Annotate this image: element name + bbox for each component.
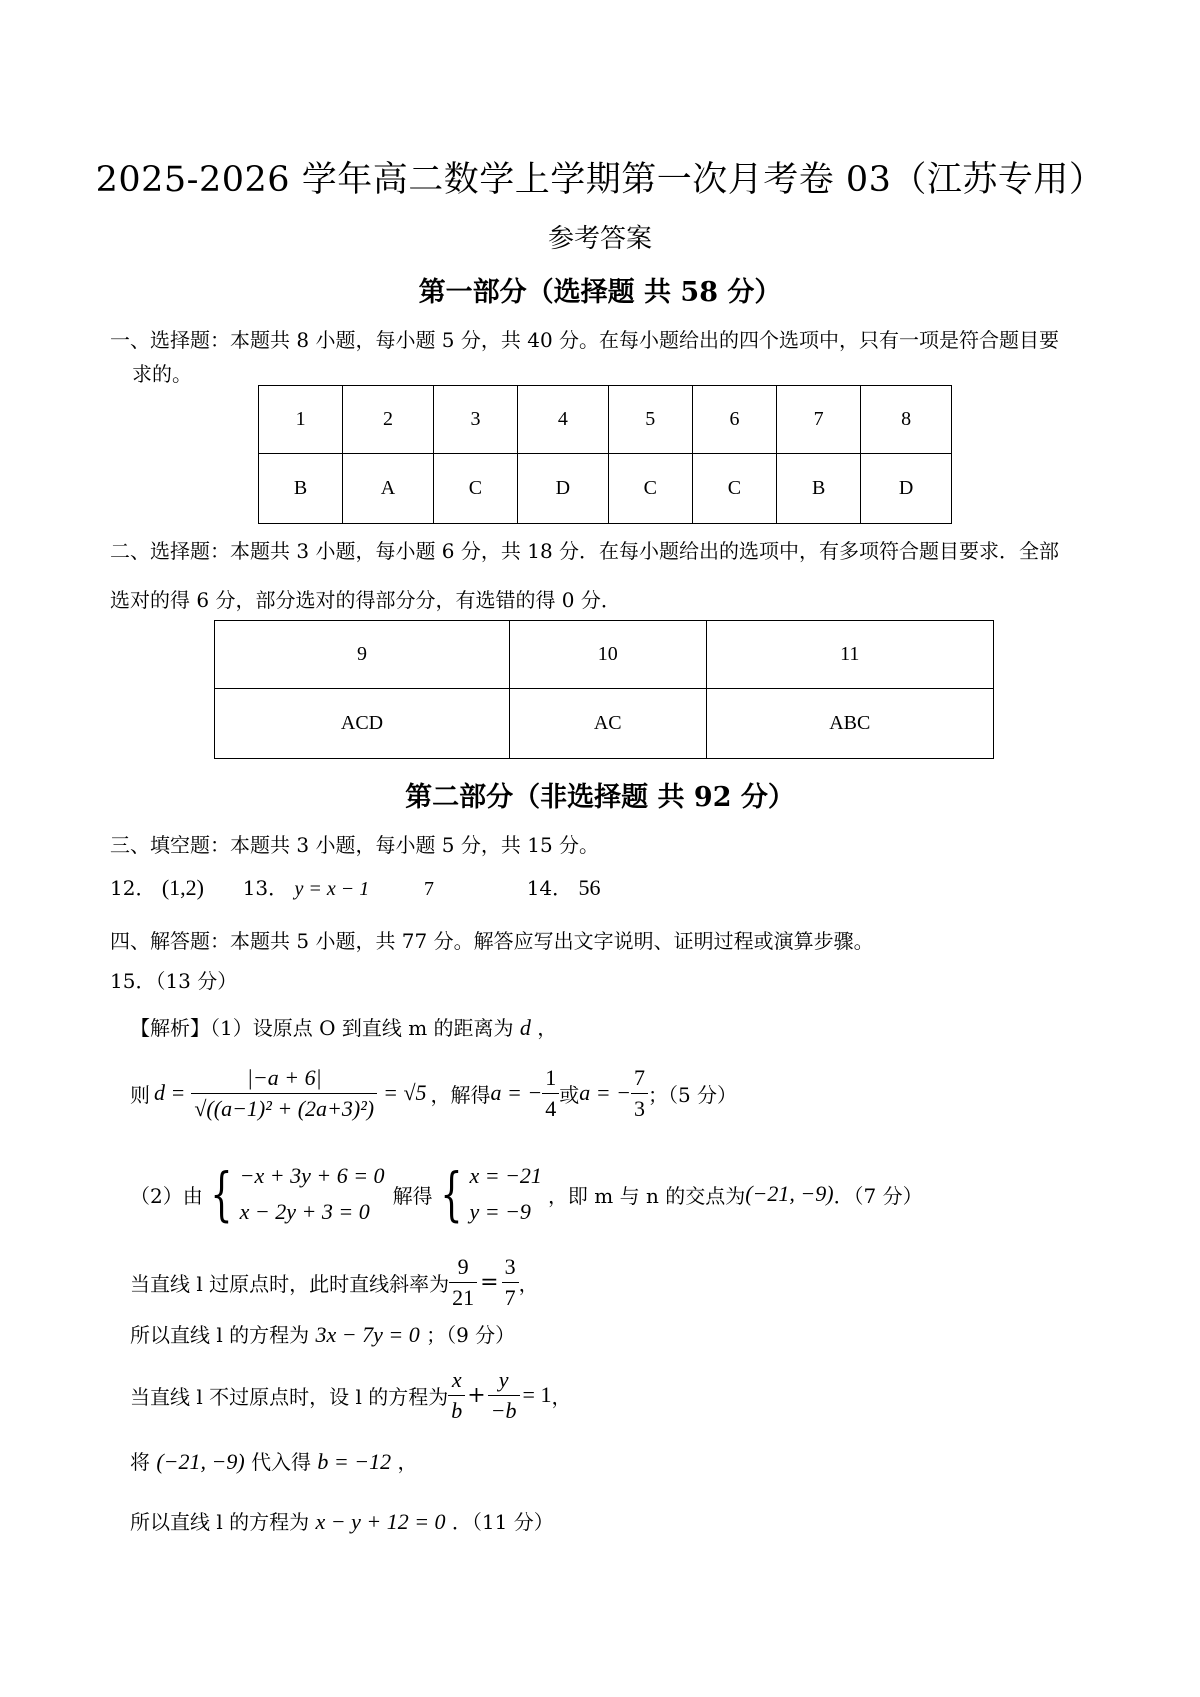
q15-a1: a = − (490, 1080, 543, 1105)
q15-a2: a = − (579, 1080, 631, 1105)
line-equation-not-through-origin: x − y + 12 = 0 (315, 1509, 446, 1534)
brace-icon: { (439, 1160, 463, 1228)
table-cell: 2 (343, 386, 434, 454)
solution-x: x = −21 (469, 1163, 542, 1188)
fraction-denominator: 21 (452, 1284, 475, 1310)
table-cell: 10 (510, 621, 707, 689)
q15-score-7: ．（7 分） (833, 1183, 923, 1208)
q15-line7-suffix: ， (397, 1450, 418, 1474)
q15-or: 或 (559, 1082, 580, 1107)
table-cell: ABC (706, 689, 993, 759)
section1-instructions-line2: 求的。 (132, 362, 192, 386)
q15-line1-text: 【解析】（1）设原点 O 到直线 m 的距离为 (130, 1016, 514, 1040)
plus-sign: + (467, 1382, 486, 1408)
answer-table-single-choice (258, 385, 952, 524)
intercept-fraction-y (488, 1365, 520, 1426)
table-cell: 9 (215, 621, 510, 689)
q15-line5-prefix: 所以直线 l 的方程为 (130, 1323, 310, 1347)
q13-answer-b: 7 (423, 878, 434, 900)
q15-line3-suffix: ，即 m 与 n 的交点为 (547, 1183, 746, 1208)
fraction-denominator: 7 (504, 1284, 516, 1310)
fraction-numerator: 9 (449, 1252, 477, 1283)
answer-table-multi-choice (214, 620, 994, 759)
table-cell: D (861, 454, 952, 524)
q15-line6-suffix: ， (551, 1384, 572, 1409)
table-cell: C (692, 454, 776, 524)
slope-fraction-2 (502, 1252, 519, 1313)
q15-line1-var: d (519, 1015, 531, 1040)
section2-instructions-line2: 选对的得 6 分，部分选对的得部分分，有选错的得 0 分． (110, 588, 621, 612)
q15-line3 (130, 1156, 923, 1232)
table-cell: C (608, 454, 692, 524)
substituted-point: (−21, −9) (156, 1449, 245, 1474)
q14-label: 14． (526, 876, 573, 900)
q15-line1 (130, 1012, 557, 1041)
q15-line2-prefix: 则 (130, 1082, 150, 1107)
table-cell: D (518, 454, 609, 524)
solution-system (469, 1158, 541, 1230)
q15-score-9: ；（9 分） (426, 1323, 516, 1347)
table-cell: 3 (433, 386, 517, 454)
q15-a2-fraction (631, 1063, 648, 1124)
table-cell: B (259, 454, 343, 524)
intercept-fraction-x (448, 1365, 465, 1426)
q15-line5 (130, 1319, 515, 1348)
q13-answer-a: y = x − 1 (294, 878, 370, 900)
q15-distance-value: = √5 (383, 1080, 427, 1105)
fraction-numerator: y (488, 1365, 520, 1396)
table-cell: 6 (692, 386, 776, 454)
section3-instructions: 三、填空题：本题共 3 小题，每小题 5 分，共 15 分。 (110, 833, 600, 857)
q15-line2-mid: ，解得 (430, 1082, 491, 1107)
q15-solve-word: 解得 (392, 1183, 433, 1208)
fraction-numerator: |−a + 6| (191, 1063, 377, 1094)
q15-score-5: ；（5 分） (647, 1082, 738, 1107)
document-subtitle: 参考答案 (547, 224, 652, 254)
table-cell: 7 (777, 386, 861, 454)
q15-line8 (130, 1506, 554, 1535)
part2-heading: 第二部分（非选择题 共 92 分） (405, 782, 795, 813)
fraction-numerator: 7 (631, 1063, 648, 1094)
q12-label: 12． (110, 876, 156, 900)
fill-answers-row (110, 872, 601, 901)
table-cell: 11 (706, 621, 993, 689)
fraction-numerator: 1 (542, 1063, 559, 1094)
q15-label: 15．（13 分） (110, 969, 238, 993)
fraction-denominator: √((a−1)² + (2a+3)²) (194, 1095, 375, 1121)
intersection-point: (−21, −9) (745, 1181, 834, 1206)
q15-line7-prefix: 将 (130, 1450, 150, 1474)
slope-fraction-1 (449, 1252, 477, 1313)
equation-system (240, 1158, 385, 1230)
part1-heading: 第一部分（选择题 共 58 分） (418, 277, 782, 308)
equals-sign: = (480, 1269, 499, 1295)
line-equation-through-origin: 3x − 7y = 0 (315, 1322, 420, 1347)
table-cell: 5 (608, 386, 692, 454)
table-cell: A (343, 454, 434, 524)
equals-one: = 1 (522, 1382, 552, 1407)
table-row-answers (259, 454, 952, 524)
fraction-denominator: b (451, 1397, 463, 1423)
table-row-question-numbers (215, 621, 994, 689)
q15-line7-mid: 代入得 (251, 1450, 312, 1474)
q15-line6-prefix: 当直线 l 不过原点时，设 l 的方程为 (130, 1384, 449, 1409)
table-row-question-numbers (259, 386, 952, 454)
solution-y: y = −9 (469, 1199, 531, 1224)
q14-answer: 56 (578, 875, 601, 900)
q15-a1-fraction (542, 1063, 559, 1124)
fraction-denominator: 4 (545, 1095, 557, 1121)
fraction-denominator: 3 (633, 1095, 645, 1121)
brace-icon: { (210, 1160, 233, 1228)
section4-instructions: 四、解答题：本题共 5 小题，共 77 分。解答应写出文字说明、证明过程或演算步骤。 (110, 929, 874, 953)
q15-line4-prefix: 当直线 l 过原点时，此时直线斜率为 (130, 1271, 450, 1296)
q15-distance-fraction (191, 1063, 377, 1124)
table-cell: 4 (518, 386, 609, 454)
fraction-numerator: 3 (502, 1252, 519, 1283)
table-cell: B (777, 454, 861, 524)
q15-line8-prefix: 所以直线 l 的方程为 (130, 1510, 310, 1534)
q12-answer: (1,2) (161, 875, 204, 900)
q15-distance-var: d = (154, 1080, 186, 1105)
fraction-denominator: −b (490, 1397, 517, 1423)
table-cell: 1 (259, 386, 343, 454)
fraction-numerator: x (448, 1365, 465, 1396)
q15-score-11: ．（11 分） (451, 1510, 554, 1534)
system-equation-1: −x + 3y + 6 = 0 (239, 1163, 385, 1188)
table-cell: 8 (861, 386, 952, 454)
q15-line6 (130, 1360, 571, 1430)
section1-instructions-line1: 一、选择题：本题共 8 小题，每小题 5 分，共 40 分。在每小题给出的四个选项中，只有一项是符合题目要 (110, 328, 1060, 352)
q15-line3-prefix: （2）由 (130, 1183, 203, 1208)
q15-line7 (130, 1446, 417, 1475)
q15-line4 (130, 1248, 539, 1316)
q13-label: 13． (242, 876, 289, 900)
table-cell: C (433, 454, 517, 524)
table-row-answers (215, 689, 994, 759)
table-cell: AC (510, 689, 707, 759)
q15-line4-suffix: ， (518, 1271, 539, 1296)
b-value: b = −12 (317, 1449, 392, 1474)
system-equation-2: x − 2y + 3 = 0 (239, 1199, 370, 1224)
q15-line2 (130, 1058, 737, 1128)
q15-line1-suffix: ， (537, 1016, 558, 1040)
document-title: 2025-2026 学年高二数学上学期第一次月考卷 03（江苏专用） (95, 160, 1105, 200)
section2-instructions-line1: 二、选择题：本题共 3 小题，每小题 6 分，共 18 分．在每小题给出的选项中，有多项符合题目要求．全部 (110, 539, 1060, 563)
table-cell: ACD (215, 689, 510, 759)
